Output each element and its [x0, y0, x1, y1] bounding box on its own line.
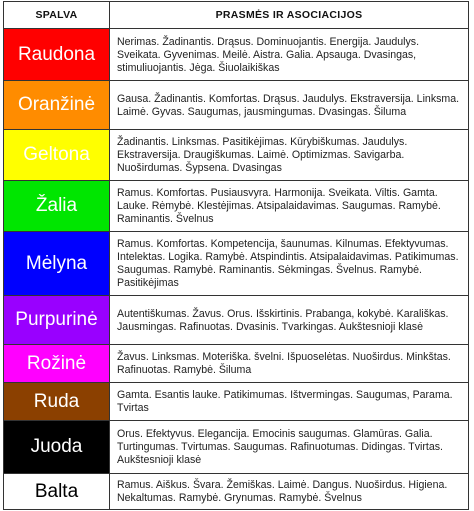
color-meaning: Ramus. Komfortas. Pusiausvyra. Harmonija. Sveikata. Viltis. Gamta. Lauke. Rėmybė. Klestėjimas. Atsipalaidavimas. Saugumas. Ramybė. Raminantis. Švelnus: [117, 187, 441, 225]
table-row-orange: [4, 80, 468, 129]
table-row-red: [4, 28, 468, 80]
table-row-purple: [4, 295, 468, 344]
color-name: Purpurinė: [15, 309, 98, 330]
color-swatch: [4, 383, 110, 420]
color-swatch: [4, 130, 110, 180]
color-swatch: [4, 232, 110, 295]
color-name: Ruda: [33, 390, 80, 412]
header-color-column: SPALVA: [4, 2, 110, 28]
color-name: Balta: [34, 480, 79, 502]
color-swatch: [4, 181, 110, 231]
color-swatch: [4, 29, 110, 80]
color-meaning: Ramus. Aiškus. Švara. Žemiškas. Laimė. Dangus. Nuoširdus. Higiena. Nekaltumas. Ramybė. Grynumas. Ramybė. Švelnus: [117, 479, 448, 504]
color-name: Oranžinė: [17, 94, 96, 115]
color-meaning: Nerimas. Žadinantis. Drąsus. Dominuojantis. Energija. Jaudulys. Sveikata. Gyvenimas. Meilė. Aistra. Galia. Apsauga. Dvasingas, stimuliuojantis. Jėga. Šiuolaikiškas: [117, 35, 420, 74]
table-row-yellow: [4, 129, 468, 180]
table-row-white: [4, 473, 468, 509]
table-row-pink: [4, 344, 468, 382]
color-meaning-table: [3, 1, 469, 510]
color-meaning: Gamta. Esantis lauke. Patikimumas. Ištvermingas. Saugumas, Parama. Tvirtas: [117, 389, 453, 414]
table-row-blue: [4, 231, 468, 295]
color-meaning: Autentiškumas. Žavus. Orus. Išskirtinis. Prabanga, kokybė. Karališkas. Jausmingas. Rafinuotas. Dvasinis. Tvarkingas. Aukštesnioji klasė: [117, 307, 449, 333]
color-name: Žalia: [35, 195, 78, 216]
header-meaning-column: PRASMĖS IR ASOCIACIJOS: [110, 2, 468, 28]
color-name: Mėlyna: [25, 252, 88, 274]
color-name: Raudona: [17, 43, 96, 65]
color-meaning: Žavus. Linksmas. Moteriška. švelni. Išpuoselėtas. Nuoširdus. Minkštas. Rafinuotas. Ramybė. Šiluma: [117, 351, 451, 376]
color-swatch: [4, 474, 110, 509]
table-header: [4, 2, 468, 28]
color-swatch: [4, 345, 110, 382]
color-meaning: Orus. Efektyvus. Elegancija. Emocinis saugumas. Glamūras. Galia. Turtingumas. Tvirtumas. Saugumas. Rafinuotumas. Didingas. Tvirtas. Aukštesnioji klasė: [117, 428, 443, 466]
color-swatch: [4, 296, 110, 344]
table-row-green: [4, 180, 468, 231]
color-swatch: [4, 421, 110, 473]
color-meaning: Ramus. Komfortas. Kompetencija, šaunumas. Kilnumas. Efektyvumas. Intelektas. Logika. Ramybė. Atspindintis. Atsipalaidavimas. Patikimumas. Saugumas. Ramybė. Raminantis. Sėkmingas. Švelnus. Ramybė. Pasitikėjimas: [117, 238, 459, 289]
table-row-brown: [4, 382, 468, 420]
color-name: Geltona: [23, 144, 90, 165]
table-row-black: [4, 420, 468, 473]
color-name: Juoda: [30, 436, 83, 457]
color-name: Rožinė: [26, 352, 87, 374]
color-meaning: Žadinantis. Linksmas. Pasitikėjimas. Kūrybiškumas. Jaudulys. Ekstraversija. Draugiškumas. Laimė. Optimizmas. Savigarba. Nuoširdumas. Šypsena. Dvasingas: [117, 136, 408, 174]
color-swatch: [4, 81, 110, 129]
color-meaning: Gausa. Žadinantis. Komfortas. Drąsus. Jaudulys. Ekstraversija. Linksma. Laimė. Gyvas. Saugumas, jausmingumas. Dvasingas. Šiluma: [117, 92, 460, 118]
